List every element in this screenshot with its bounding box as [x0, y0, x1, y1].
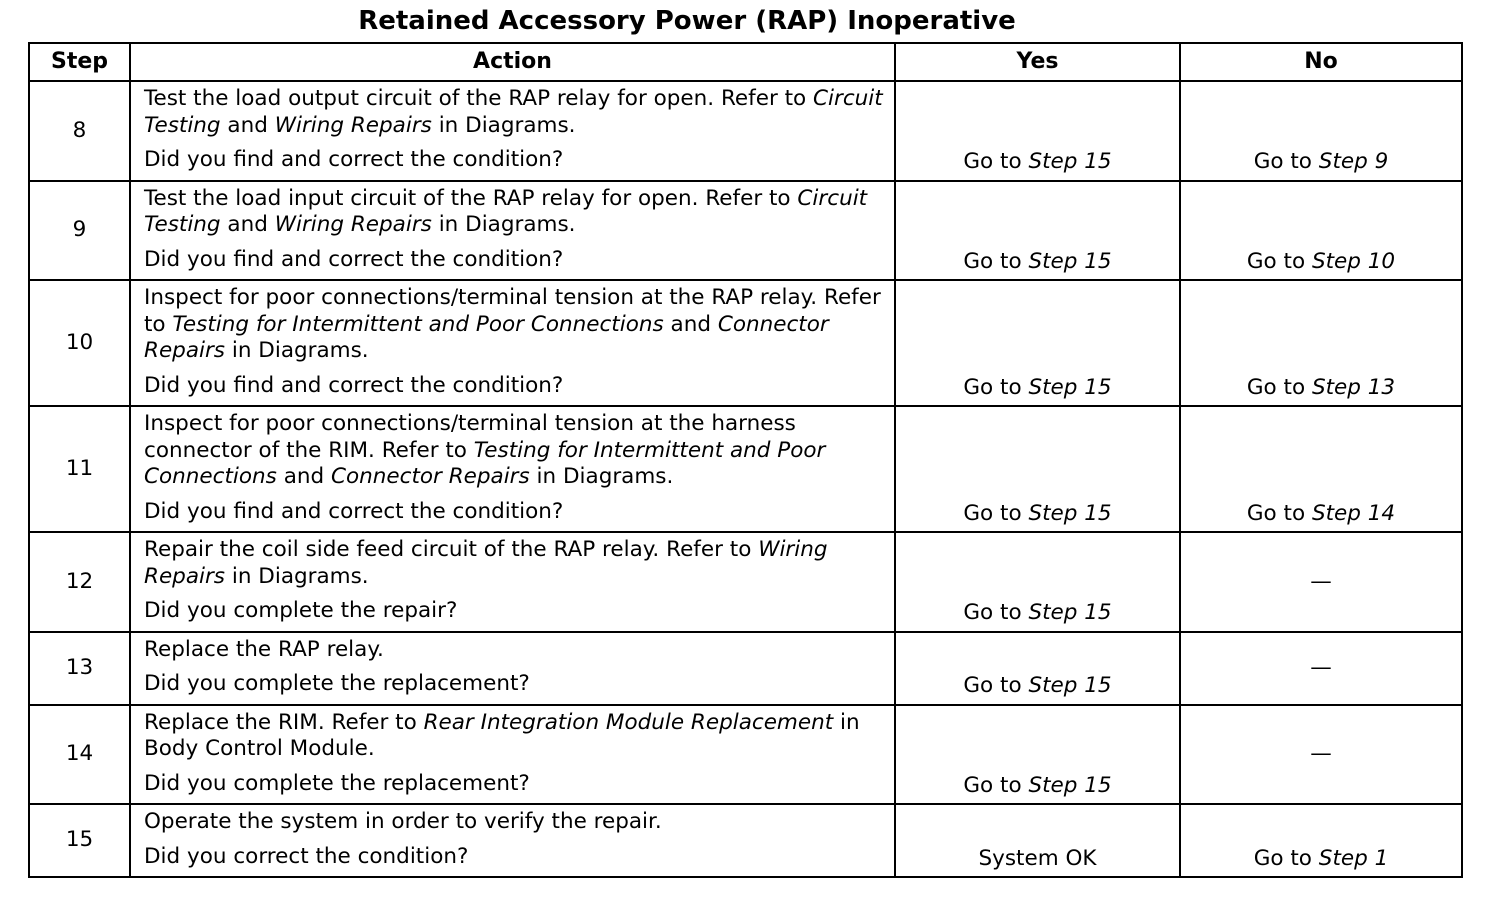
reference-text: Circuit Testing [144, 86, 883, 138]
action-text-segment: Test the load input circuit of the RAP relay for open. Refer to [144, 185, 798, 211]
action-text [144, 637, 888, 664]
action-cell [130, 532, 895, 632]
step-reference: Step 9 [1318, 149, 1389, 174]
action-text-segment: Inspect for poor connections/terminal tension at the harness connector of the RIM. Refer to [144, 411, 796, 463]
table-header-row [29, 43, 1462, 81]
table-row [29, 81, 1462, 181]
step-reference: Step 15 [1028, 248, 1112, 274]
no-outcome [1180, 532, 1462, 632]
question-text: Did you complete the repair? [144, 598, 458, 623]
go-to-label: Go to [1246, 248, 1306, 274]
go-to-label: Go to [963, 500, 1022, 526]
go-to-label: Go to [963, 673, 1022, 698]
action-text-segment: Replace the RAP relay. [144, 636, 384, 662]
reference-text: Wiring Repairs [274, 112, 432, 138]
action-text [144, 86, 888, 139]
table-row [29, 280, 1462, 406]
step-reference: Step 15 [1028, 374, 1112, 400]
diagnostic-table-container [28, 42, 1463, 878]
action-cell [130, 81, 895, 181]
action-text [144, 710, 888, 763]
step-reference: Step 15 [1028, 673, 1112, 698]
action-text-segment: Replace the RIM. Refer to [144, 709, 424, 735]
reference-text: Testing for Intermittent and Poor Connections [144, 437, 826, 489]
table-row [29, 705, 1462, 805]
go-to-label: Go to [963, 772, 1022, 798]
step-reference: Step 15 [1028, 600, 1112, 625]
step-number: 9 [29, 181, 130, 281]
step-number: 13 [29, 632, 130, 705]
no-action-dash: — [1310, 568, 1332, 594]
reference-text: Connector Repairs [330, 464, 530, 489]
action-cell [130, 632, 895, 705]
page-title: Retained Accessory Power (RAP) Inoperative [358, 6, 1016, 36]
yes-outcome [895, 81, 1180, 181]
step-reference: Step 15 [1028, 500, 1112, 526]
action-text-segment: Inspect for poor connections/terminal tension at the RAP relay. Refer to [144, 285, 881, 337]
action-text [144, 285, 888, 365]
question-text: Did you find and correct the condition? [144, 246, 564, 272]
table-row [29, 804, 1462, 877]
no-outcome [1180, 406, 1462, 532]
action-text [144, 411, 888, 491]
question-text: Did you find and correct the condition? [144, 498, 564, 524]
go-to-label: Go to [1246, 374, 1306, 400]
step-number: 15 [29, 804, 130, 877]
action-cell [130, 804, 895, 877]
action-text-segment: Repair the coil side feed circuit of the RAP relay. Refer to [144, 537, 759, 562]
action-text-segment: and [663, 311, 718, 337]
yes-outcome [895, 280, 1180, 406]
yes-outcome [895, 632, 1180, 705]
action-text [144, 186, 888, 239]
no-outcome [1180, 181, 1462, 281]
action-text-segment: in Body Control Module. [144, 709, 860, 761]
yes-outcome [895, 181, 1180, 281]
header-step: Step [29, 43, 130, 81]
table-body [29, 81, 1462, 877]
action-cell [130, 181, 895, 281]
action-text [144, 809, 888, 836]
action-cell [130, 406, 895, 532]
diagnostic-table [28, 42, 1463, 878]
question-text: Did you find and correct the condition? [144, 372, 564, 398]
no-outcome [1180, 280, 1462, 406]
action-text-segment: in Diagrams. [431, 112, 576, 138]
question-text: Did you complete the replacement? [144, 770, 530, 796]
action-text [144, 537, 888, 590]
step-reference: Step 15 [1028, 149, 1112, 174]
header-action: Action [130, 43, 895, 81]
step-number: 14 [29, 705, 130, 805]
question-text: Did you complete the replacement? [144, 671, 530, 696]
reference-text: Rear Integration Module Replacement [423, 709, 834, 735]
action-text-segment: and [276, 464, 331, 489]
action-cell [130, 280, 895, 406]
action-text-segment: Test the load output circuit of the RAP relay for open. Refer to [144, 86, 814, 111]
go-to-label: Go to [963, 600, 1022, 625]
outcome-text: System OK [978, 845, 1097, 871]
step-reference: Step 15 [1028, 772, 1112, 798]
no-outcome [1180, 81, 1462, 181]
question-text: Did you correct the condition? [144, 843, 469, 869]
header-yes: Yes [895, 43, 1180, 81]
step-reference: Step 10 [1311, 248, 1396, 274]
action-text-segment: in Diagrams. [529, 464, 674, 489]
go-to-label: Go to [1246, 500, 1306, 526]
step-number: 8 [29, 81, 130, 181]
table-row [29, 532, 1462, 632]
action-text-segment: and [220, 212, 275, 237]
yes-outcome [895, 532, 1180, 632]
step-number: 11 [29, 406, 130, 532]
reference-text: Connector Repairs [144, 311, 829, 363]
question-text: Did you find and correct the condition? [144, 147, 564, 172]
reference-text: Circuit Testing [144, 185, 868, 237]
no-action-dash: — [1310, 654, 1332, 680]
go-to-label: Go to [1253, 845, 1312, 871]
step-reference: Step 1 [1318, 845, 1389, 871]
reference-text: Wiring Repairs [274, 212, 432, 237]
yes-outcome [895, 804, 1180, 877]
yes-outcome [895, 406, 1180, 532]
go-to-label: Go to [963, 149, 1022, 174]
table-row [29, 406, 1462, 532]
reference-text: Testing for Intermittent and Poor Connections [172, 311, 664, 337]
action-text-segment: Operate the system in order to verify the repair. [144, 809, 662, 834]
table-row [29, 181, 1462, 281]
step-reference: Step 13 [1311, 374, 1396, 400]
header-no: No [1180, 43, 1462, 81]
go-to-label: Go to [963, 248, 1022, 274]
action-text-segment: in Diagrams. [225, 563, 369, 589]
no-outcome [1180, 804, 1462, 877]
reference-text: Wiring Repairs [144, 537, 828, 589]
yes-outcome [895, 705, 1180, 805]
action-text-segment: in Diagrams. [431, 212, 576, 237]
table-row [29, 632, 1462, 705]
step-number: 12 [29, 532, 130, 632]
no-action-dash: — [1310, 741, 1332, 766]
step-number: 10 [29, 280, 130, 406]
action-text-segment: and [220, 112, 275, 138]
go-to-label: Go to [1253, 149, 1312, 174]
no-outcome [1180, 705, 1462, 805]
step-reference: Step 14 [1311, 500, 1396, 526]
go-to-label: Go to [963, 374, 1022, 400]
no-outcome [1180, 632, 1462, 705]
action-cell [130, 705, 895, 805]
action-text-segment: in Diagrams. [225, 338, 369, 363]
